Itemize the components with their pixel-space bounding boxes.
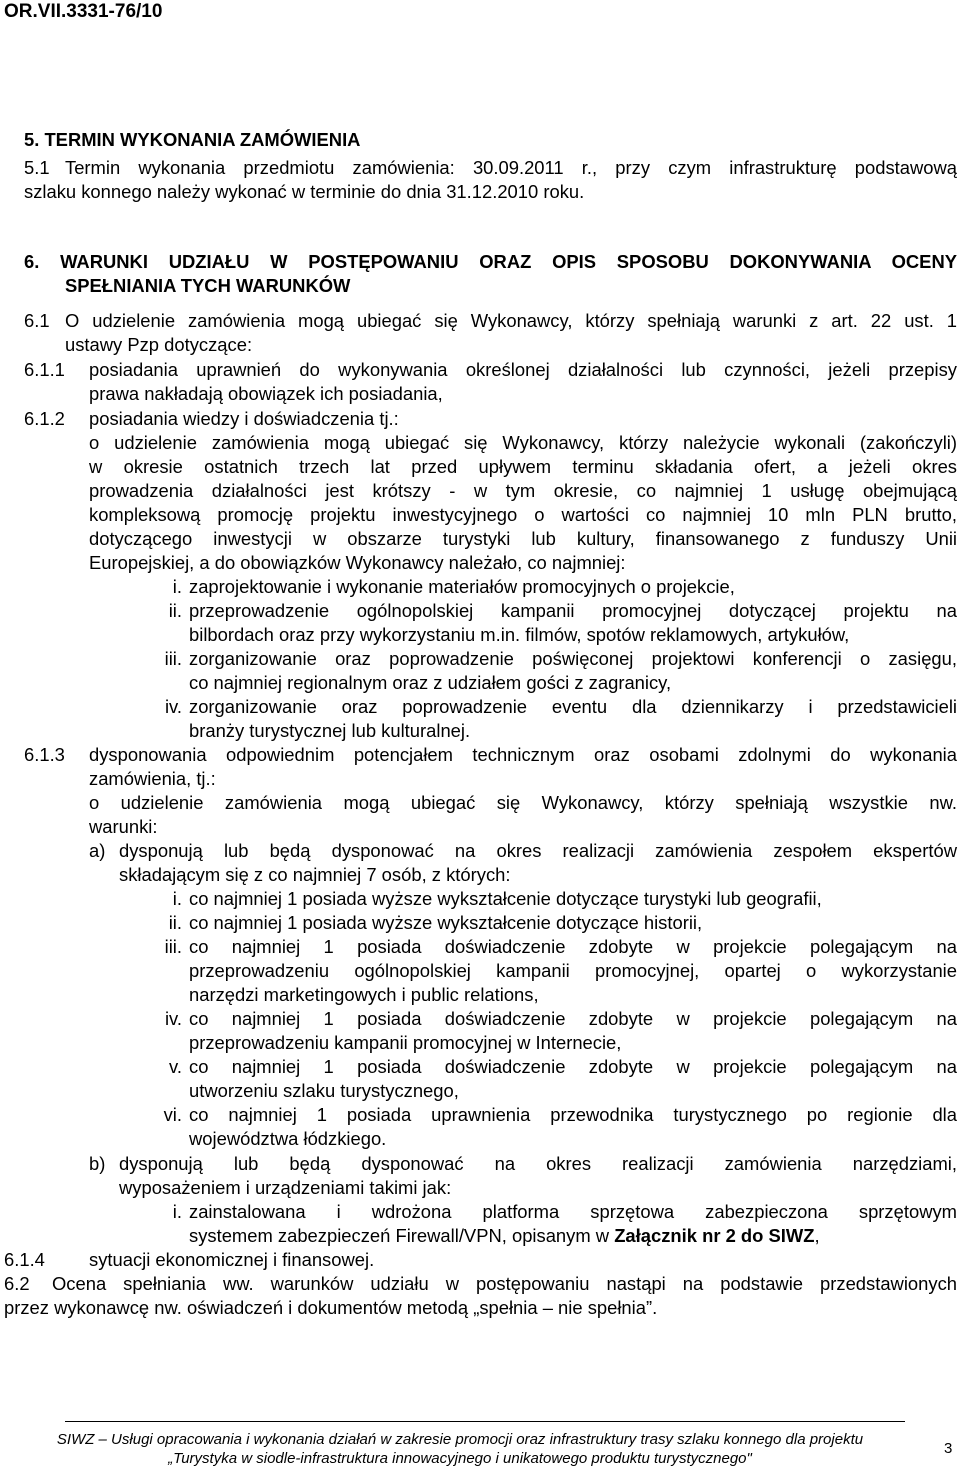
list-item: przeprowadzenie ogólnopolskiej kampanii promocyjnej dotyczącej projektu na	[189, 600, 957, 621]
section-6-1-2-line: prowadzenia działalności jest krótszy - w tym okresie, co najmniej 1 usługę obejmującą	[89, 480, 957, 501]
footer-line-2: „Turystyka w siodle-infrastruktura innowacyjnego i unikatowego produktu turystycznego"	[168, 1450, 752, 1467]
list-marker: i.	[172, 576, 182, 597]
section-6-1-text-cont: ustawy Pzp dotyczące:	[65, 334, 253, 355]
page-number: 3	[944, 1440, 953, 1457]
section-6-2-text-cont: przez wykonawcę nw. oświadczeń i dokumentów metodą „spełnia – nie spełnia”.	[4, 1297, 658, 1318]
attachment-reference: Załącznik nr 2 do SIWZ	[614, 1225, 815, 1246]
footer-line-1: SIWZ – Usługi opracowania i wykonania działań w zakresie promocji oraz infrastruktury trasy szlaku konnego dla projektu	[56, 1431, 864, 1448]
section-6-1-2-line: dotyczącego inwestycji w obszarze turystyki lub kultury, finansowanego z funduszy Unii	[89, 528, 957, 549]
section-6-1-2-number: 6.1.2	[24, 408, 65, 429]
list-item: co najmniej 1 posiada wyższe wykształcenie dotyczące turystyki lub geografii,	[189, 888, 822, 909]
list-item-cont: utworzeniu szlaku turystycznego,	[189, 1080, 459, 1101]
list-item-cont: składającym się z co najmniej 7 osób, z których:	[119, 864, 511, 885]
list-item-cont: wyposażeniem i urządzeniami takimi jak:	[119, 1177, 452, 1198]
section-6-1-number: 6.1	[24, 310, 50, 331]
section-6-1-1-text: posiadania uprawnień do wykonywania określonej działalności lub czynności, jeżeli przepisy	[89, 359, 957, 380]
section-6-2-number: 6.2	[4, 1273, 30, 1294]
list-item: co najmniej 1 posiada uprawnienia przewodnika turystycznego po regionie dla	[189, 1104, 957, 1125]
list-item-cont: przeprowadzeniu kampanii promocyjnej w Internecie,	[189, 1032, 622, 1053]
footer-divider	[65, 1421, 905, 1422]
list-marker: iii.	[164, 936, 182, 957]
list-item-cont: co najmniej regionalnym oraz z udziałem gości z zagranicy,	[189, 672, 672, 693]
section-6-1-3-text-cont: warunki:	[89, 816, 158, 837]
list-item: zorganizowanie oraz poprowadzenie poświęconej projektowi konferencji o zasięgu,	[189, 648, 957, 669]
list-marker: iv.	[164, 1008, 182, 1029]
section-6-2-text: Ocena spełniania ww. warunków udziału w postępowaniu nastąpi na podstawie przedstawionych	[52, 1273, 957, 1294]
list-marker: iv.	[164, 696, 182, 717]
list-marker: a)	[89, 840, 106, 861]
list-item-cont: narzędzi marketingowych i public relations,	[189, 984, 539, 1005]
section-6-1-3-text: o udzielenie zamówienia mogą ubiegać się Wykonawcy, którzy spełniają wszystkie nw.	[89, 792, 957, 813]
section-6-1-2-line: kompleksową promocję projektu inwestycyjnego o wartości co najmniej 10 mln PLN brutto,	[89, 504, 957, 525]
document-reference: OR.VII.3331-76/10	[4, 1, 163, 22]
list-item: co najmniej 1 posiada wyższe wykształcenie dotyczące historii,	[189, 912, 703, 933]
list-item: co najmniej 1 posiada doświadczenie zdobyte w projekcie polegającym na	[189, 936, 957, 957]
section-5-title: 5. TERMIN WYKONANIA ZAMÓWIENIA	[24, 129, 361, 150]
list-marker: vi.	[163, 1104, 182, 1125]
section-6-1-2-heading: posiadania wiedzy i doświadczenia tj.:	[89, 408, 399, 429]
section-6-1-3-text: dysponowania odpowiednim potencjałem technicznym oraz osobami zdolnymi do wykonania	[89, 744, 957, 765]
list-marker: ii.	[168, 912, 182, 933]
list-marker: i.	[172, 888, 182, 909]
list-item: co najmniej 1 posiada doświadczenie zdobyte w projekcie polegającym na	[189, 1008, 957, 1029]
section-6-1-3-number: 6.1.3	[24, 744, 65, 765]
list-item: dysponują lub będą dysponować na okres realizacji zamówienia narzędziami,	[119, 1153, 957, 1174]
section-5-1-text-cont: szlaku konnego należy wykonać w terminie do dnia 31.12.2010 roku.	[24, 181, 585, 202]
section-6-1-4-number: 6.1.4	[4, 1249, 45, 1270]
section-6-1-3-text-cont: zamówienia, tj.:	[89, 768, 216, 789]
list-marker: ii.	[168, 600, 182, 621]
list-item: zorganizowanie oraz poprowadzenie eventu dla dziennikarzy i przedstawicieli	[189, 696, 957, 717]
section-6-1-2-line: o udzielenie zamówienia mogą ubiegać się Wykonawcy, którzy należycie wykonali (zakończyli)	[89, 432, 957, 453]
section-6-1-1-number: 6.1.1	[24, 359, 65, 380]
list-marker: v.	[169, 1056, 182, 1077]
list-item: co najmniej 1 posiada doświadczenie zdobyte w projekcie polegającym na	[189, 1056, 957, 1077]
section-6-1-4-text: sytuacji ekonomicznej i finansowej.	[89, 1249, 375, 1270]
section-6-1-2-line: w okresie ostatnich trzech lat przed upływem terminu składania ofert, a jeżeli okres	[89, 456, 957, 477]
list-marker: i.	[172, 1201, 182, 1222]
section-5-1-text: Termin wykonania przedmiotu zamówienia: 30.09.2011 r., przy czym infrastrukturę podstawową	[65, 157, 957, 178]
list-item-cont: bilbordach oraz przy wykorzystaniu m.in. filmów, spotów reklamowych, artykułów,	[189, 624, 850, 645]
list-item-text: systemem zabezpieczeń Firewall/VPN, opisanym w	[189, 1225, 615, 1246]
list-item: zainstalowana i wdrożona platforma sprzętowa zabezpieczona sprzętowym	[189, 1201, 957, 1222]
list-item: dysponują lub będą dysponować na okres realizacji zamówienia zespołem ekspertów	[119, 840, 957, 861]
list-item: zaprojektowanie i wykonanie materiałów promocyjnych o projekcie,	[189, 576, 735, 597]
section-6-1-2-line: Europejskiej, a do obowiązków Wykonawcy należało, co najmniej:	[89, 552, 626, 573]
list-marker: b)	[89, 1153, 106, 1174]
list-item-cont: przeprowadzeniu ogólnopolskiej kampanii promocyjnej, opartej o wykorzystanie	[189, 960, 957, 981]
section-6-1-1-text-cont: prawa nakładają obowiązek ich posiadania,	[89, 383, 443, 404]
list-item-cont: branży turystycznej lub kulturalnej.	[189, 720, 471, 741]
list-marker: iii.	[164, 648, 182, 669]
section-6-1-text: O udzielenie zamówienia mogą ubiegać się Wykonawcy, którzy spełniają warunki z art. 22 ust. 1	[65, 310, 957, 331]
list-item-cont	[189, 1224, 820, 1248]
list-item-cont: województwa łódzkiego.	[189, 1128, 387, 1149]
section-6-title: 6. WARUNKI UDZIAŁU W POSTĘPOWANIU ORAZ OPIS SPOSOBU DOKONYWANIA OCENY	[24, 251, 957, 272]
list-item-text: ,	[814, 1225, 820, 1246]
section-6-title-cont: SPEŁNIANIA TYCH WARUNKÓW	[65, 275, 351, 296]
section-5-1-number: 5.1	[24, 157, 50, 178]
